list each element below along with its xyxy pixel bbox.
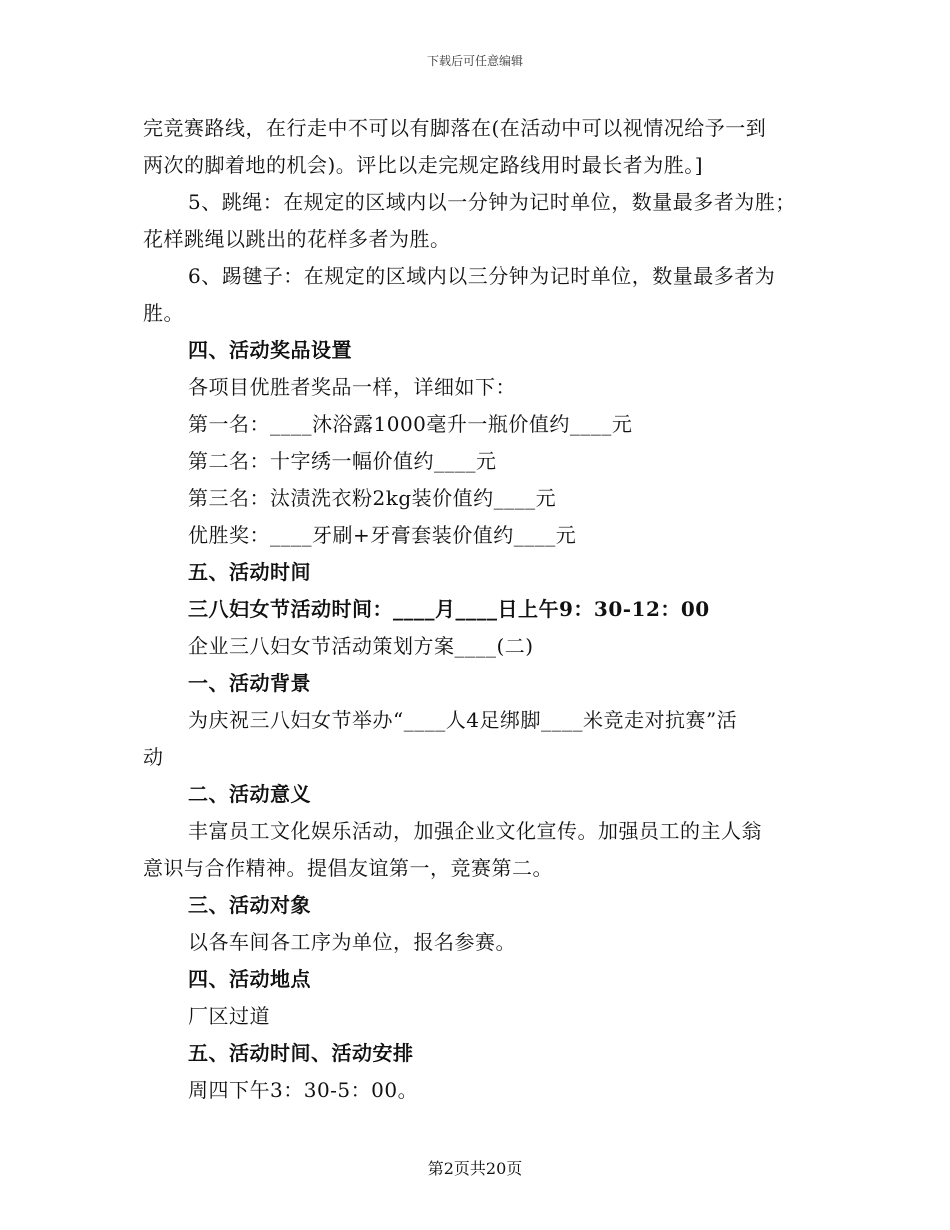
document-body: [143, 110, 811, 1109]
section-heading: 二、活动意义: [188, 782, 311, 806]
page-footer: 第2页共20页: [427, 1159, 523, 1178]
paragraph-line: 第一名：____沐浴露1000毫升一瓶价值约____元: [188, 412, 633, 436]
paragraph-line: 动: [143, 745, 164, 769]
paragraph-line: 各项目优胜者奖品一样，详细如下：: [188, 375, 516, 399]
section-heading: 五、活动时间: [188, 560, 311, 584]
section-heading: 四、活动奖品设置: [188, 338, 352, 362]
paragraph-line: 第三名：汰渍洗衣粉2kg装价值约____元: [188, 486, 557, 510]
paragraph-line: 完竞赛路线，在行走中不可以有脚落在(在活动中可以视情况给予一到: [143, 116, 767, 140]
section-heading: 一、活动背景: [188, 671, 311, 695]
paragraph-line: 周四下午3：30-5：00。: [188, 1078, 419, 1102]
paragraph-line: 第二名：十字绣一幅价值约____元: [188, 449, 497, 473]
section-heading: 四、活动地点: [188, 967, 311, 991]
paragraph-line: 意识与合作精神。提倡友谊第一，竞赛第二。: [143, 856, 553, 880]
paragraph-line: 胜。: [143, 301, 184, 325]
paragraph-line: 6、踢毽子：在规定的区域内以三分钟为记时单位，数量最多者为: [188, 264, 776, 288]
paragraph-line: 企业三八妇女节活动策划方案____(二): [188, 634, 534, 658]
section-heading: 五、活动时间、活动安排: [188, 1041, 414, 1065]
paragraph-line: 为庆祝三八妇女节举办“____人4足绑脚____米竞走对抗赛”活: [188, 708, 738, 732]
paragraph-line: 丰富员工文化娱乐活动，加强企业文化宣传。加强员工的主人翁: [188, 819, 762, 843]
paragraph-line: 5、跳绳：在规定的区域内以一分钟为记时单位，数量最多者为胜；: [188, 190, 796, 214]
paragraph-line: 花样跳绳以跳出的花样多者为胜。: [143, 227, 451, 251]
paragraph-line: 优胜奖：____牙刷+牙膏套装价值约____元: [188, 523, 577, 547]
section-heading: 三八妇女节活动时间：____月____日上午9：30-12：00: [188, 597, 710, 621]
paragraph-line: 两次的脚着地的机会)。评比以走完规定路线用时最长者为胜。]: [143, 153, 704, 177]
page-header: 下载后可任意编辑: [426, 54, 523, 68]
paragraph-line: 厂区过道: [188, 1004, 270, 1028]
paragraph-line: 以各车间各工序为单位，报名参赛。: [188, 930, 516, 954]
section-heading: 三、活动对象: [188, 893, 311, 917]
